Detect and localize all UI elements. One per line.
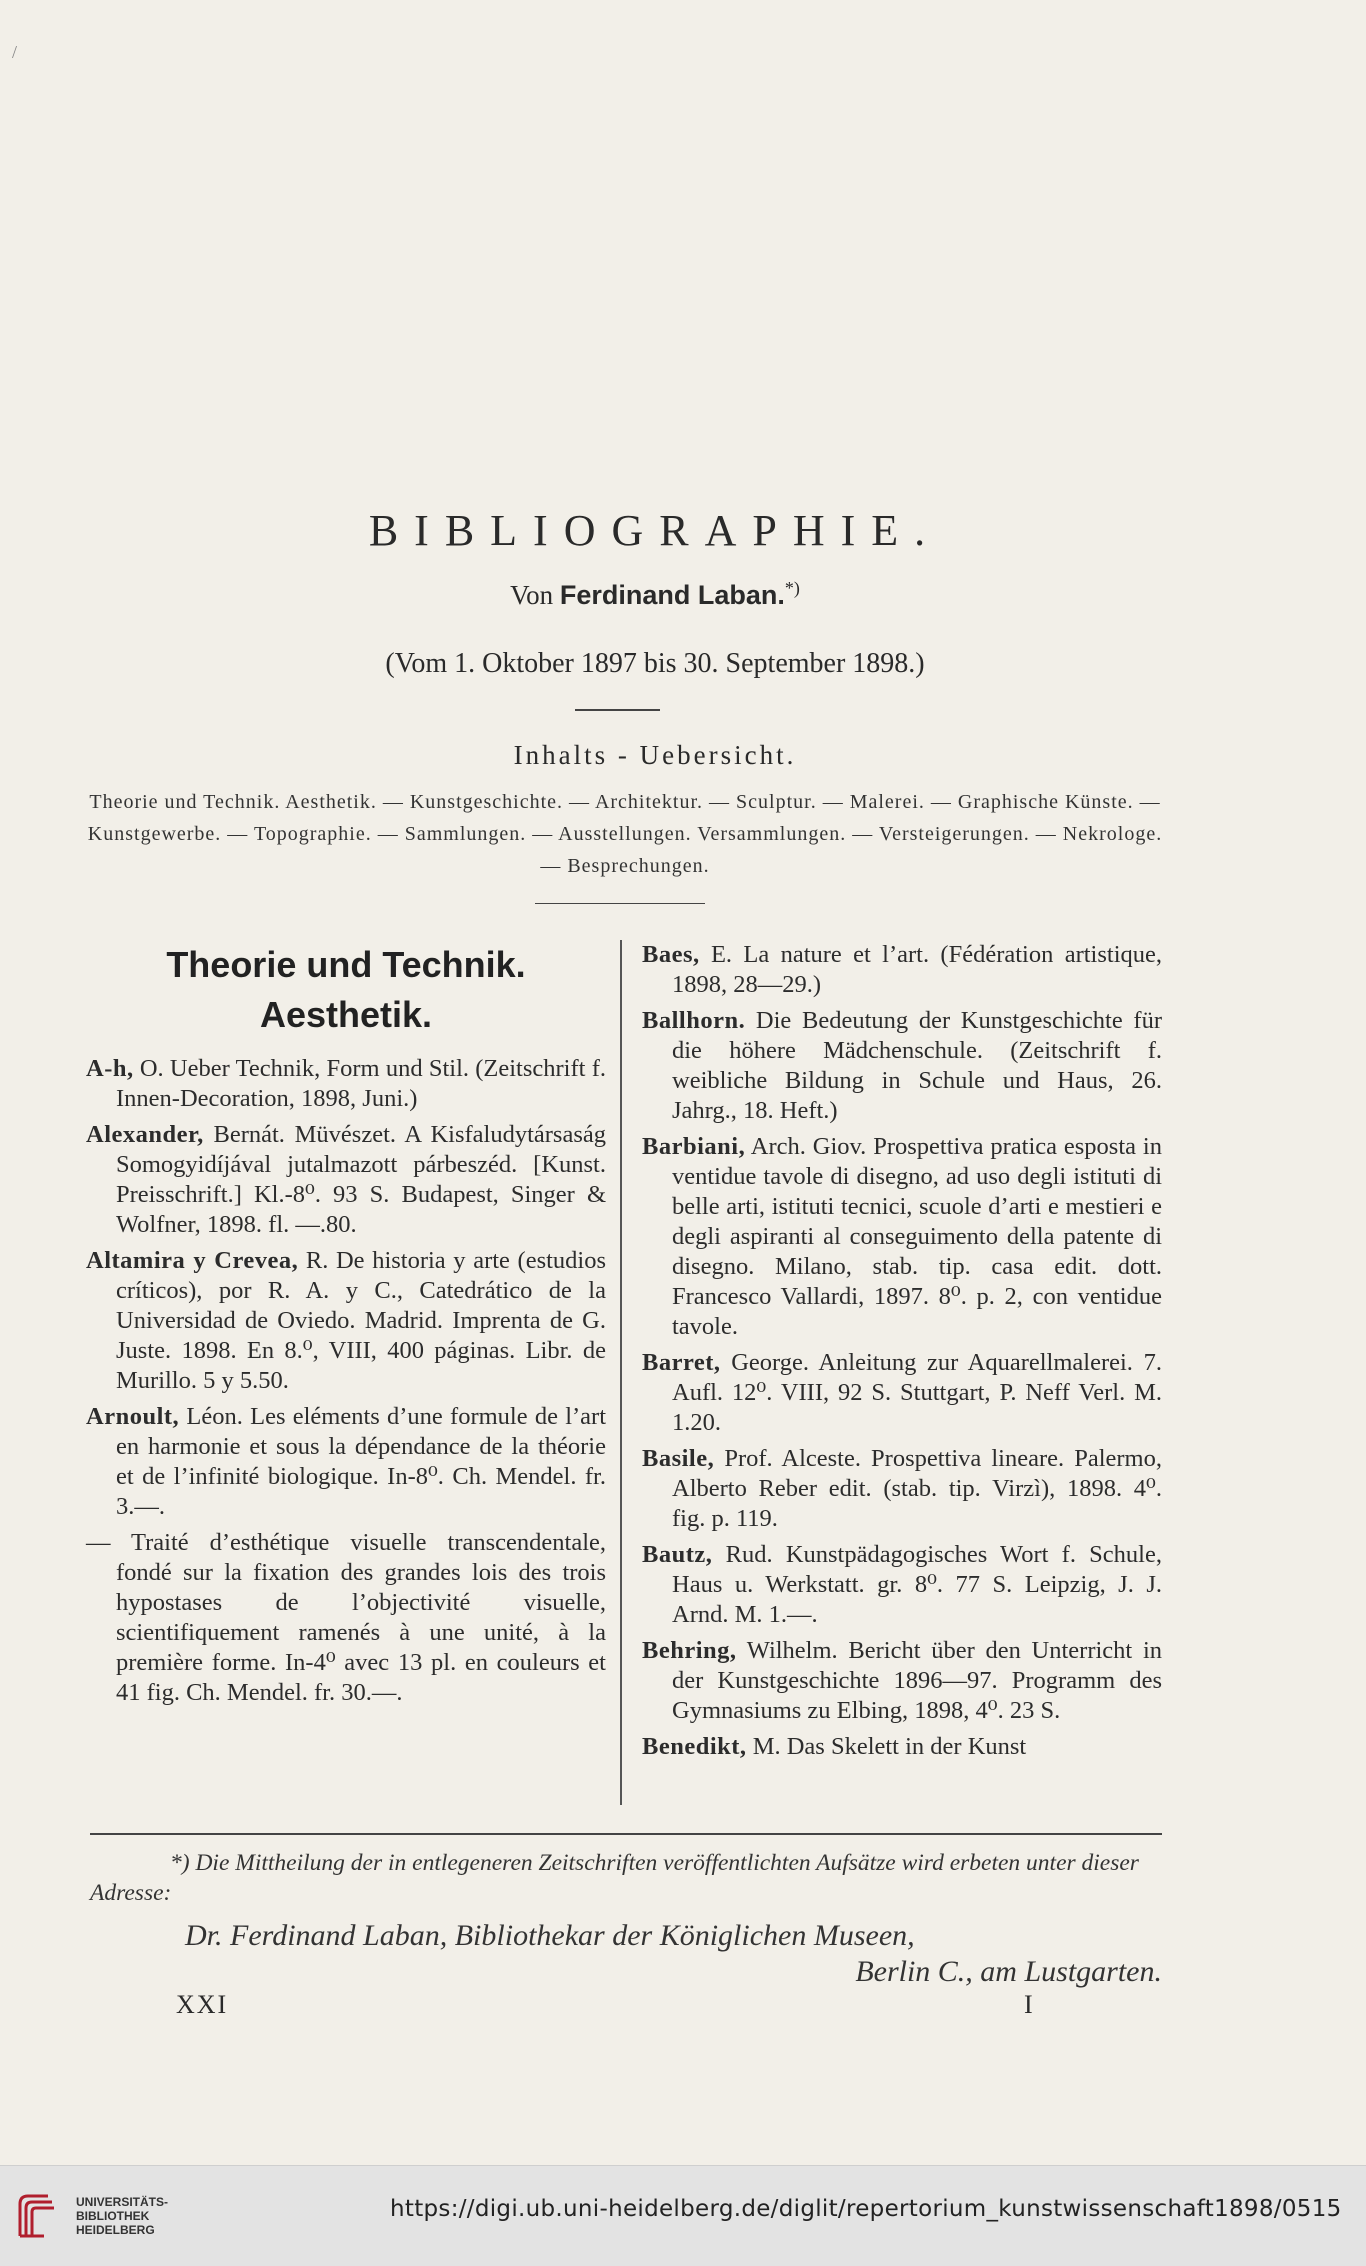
- toc-text: Theorie und Technik. Aesthetik. — Kunstgeschichte. — Architektur. — Sculptur. — Malerei. — Graphische Künste. — Kunstgewerbe. — Topographie. — Sammlungen. — Ausstellungen. Versammlungen. — Versteigerungen. — Nekrologe. — Besprechungen.: [87, 791, 1163, 877]
- bibliography-entry: [642, 1444, 1162, 1534]
- entry-author: Ballhorn.: [642, 1007, 746, 1034]
- author-prefix: Von: [510, 580, 554, 610]
- entry-text: Prof. Alceste. Prospettiva lineare. Palermo, Alberto Reber edit. (stab. tip. Virzì), 1898. 4⁰. fig. p. 119.: [672, 1445, 1162, 1532]
- entry-text: O. Ueber Technik, Form und Stil. (Zeitschrift f. Innen-Decoration, 1898, Juni.): [116, 1055, 606, 1112]
- bibliography-entry: [642, 1636, 1162, 1726]
- institution-line3: HEIDELBERG: [76, 2223, 155, 2237]
- entry-author: Arnoult,: [86, 1403, 180, 1430]
- permalink-url[interactable]: https://digi.ub.uni-heidelberg.de/diglit/repertorium_kunstwissenschaft1898/0515: [390, 2196, 1342, 2222]
- entry-author: Altamira y Crevea,: [86, 1247, 299, 1274]
- bibliography-entry: [642, 1132, 1162, 1342]
- section-heading: [86, 940, 606, 1040]
- right-column: [642, 940, 1162, 1768]
- bibliography-entry: [642, 1006, 1162, 1126]
- entry-text: Die Bedeutung der Kunstgeschichte für die höhere Mädchenschule. (Zeitschrift f. weibliche Bildung in Schule und Haus, 26. Jahrg., 18. Heft.): [672, 1007, 1162, 1124]
- institution-line1: UNIVERSITÄTS-: [76, 2195, 169, 2209]
- entry-text: E. La nature et l’art. (Fédération artistique, 1898, 28—29.): [672, 941, 1162, 998]
- address-line1: Dr. Ferdinand Laban, Bibliothekar der Königlichen Museen,: [185, 1919, 915, 1952]
- entry-text: Arch. Giov. Prospettiva pratica esposta in ventidue tavole di disegno, ad uso degli istituti di belle arti, istituti tecnici, scuole d’arti e mestieri e degli aspiranti al conseguimento della patente di disegno. Milano, stab. tip. casa edit. dott. Francesco Vallardi, 1897. 8⁰. p. 2, con ventidue tavole.: [672, 1133, 1162, 1340]
- left-entry-list: [86, 1054, 606, 1708]
- bibliography-entry: [642, 940, 1162, 1000]
- entry-text: Léon. Les eléments d’une formule de l’art en harmonie et sous la dépendance de la théorie et de l’infinité biologique. In-8⁰. Ch. Mendel. fr. 3.—.: [116, 1403, 606, 1520]
- bibliography-entry: [642, 1348, 1162, 1438]
- entry-author: Benedikt,: [642, 1733, 747, 1760]
- signature-right: I: [1024, 1990, 1033, 2019]
- author-line: [80, 578, 1230, 611]
- footnote-divider: [90, 1833, 1162, 1835]
- entry-text: Wilhelm. Bericht über den Unterricht in der Kunstgeschichte 1896—97. Programm des Gymnasiums zu Elbing, 1898, 4⁰. 23 S.: [672, 1637, 1162, 1724]
- entry-author: Behring,: [642, 1637, 737, 1664]
- entry-text: R. De historia y arte (estudios críticos), por R. A. y C., Catedrático de la Universidad de Oviedo. Madrid. Imprenta de G. Juste. 1898. En 8.⁰, VIII, 400 páginas. Libr. de Murillo. 5 y 5.50.: [116, 1247, 607, 1394]
- entry-author: Alexander,: [86, 1121, 204, 1148]
- page-title: BIBLIOGRAPHIE.: [368, 506, 942, 555]
- entry-author: Bautz,: [642, 1541, 713, 1568]
- column-divider: [620, 940, 622, 1805]
- section-heading-line2: Aesthetik.: [259, 994, 433, 1035]
- entry-text: Rud. Kunstpädagogisches Wort f. Schule, Haus u. Werkstatt. gr. 8⁰. 77 S. Leipzig, J. J. Arnd. M. 1.—.: [672, 1541, 1162, 1628]
- bibliography-entry: [642, 1540, 1162, 1630]
- entry-author: Barret,: [642, 1349, 721, 1376]
- corner-mark: /: [12, 42, 18, 62]
- period-line: (Vom 1. Oktober 1897 bis 30. September 1898.): [385, 648, 925, 679]
- entry-author: Baes,: [642, 941, 700, 968]
- bibliography-entry: [642, 1732, 1162, 1762]
- entry-author: Basile,: [642, 1445, 715, 1472]
- footnote-marker: *): [784, 578, 800, 598]
- bibliography-entry: [86, 1054, 606, 1114]
- bibliography-entry: [86, 1402, 606, 1522]
- left-column: [86, 940, 606, 1714]
- entry-text: M. Das Skelett in der Kunst: [746, 1733, 1027, 1760]
- signature-left: XXI: [176, 1990, 229, 2019]
- entry-author: Barbiani,: [642, 1133, 746, 1160]
- entry-text: Bernát. Müvészet. A Kisfaludytársaság Somogyidíjával jutalmazott párbeszéd. [Kunst. Preisschrift.] Kl.-8⁰. 93 S. Budapest, Singer & Wolfner, 1898. fl. —.80.: [116, 1121, 606, 1238]
- title-divider: [575, 709, 660, 711]
- toc-divider: [535, 903, 705, 904]
- library-logo-icon[interactable]: [14, 2190, 58, 2242]
- section-heading-line1: Theorie und Technik.: [166, 944, 526, 985]
- institution-line2: BIBLIOTHEK: [76, 2209, 150, 2223]
- toc-heading: Inhalts - Uebersicht.: [513, 740, 797, 770]
- institution-name: [76, 2195, 168, 2237]
- entry-text: — Traité d’esthétique visuelle transcendentale, fondé sur la fixation des grandes lois des trois hypostases de l’objectivité visuelle, scientifiquement ramenés à une unité, à la première forme. In-4⁰ avec 13 pl. en couleurs et 41 fig. Ch. Mendel. fr. 30.—.: [86, 1529, 606, 1706]
- right-entry-list: [642, 940, 1162, 1762]
- bibliography-entry: [86, 1120, 606, 1240]
- entry-author: A-h,: [86, 1055, 134, 1082]
- footnote-address: [90, 1918, 1162, 1990]
- author-name: Ferdinand Laban.: [559, 580, 785, 610]
- bibliography-entry: [86, 1528, 606, 1708]
- footnote-text: *) Die Mittheilung der in entlegeneren Zeitschriften veröffentlichten Aufsätze wird erbeten unter dieser Adresse:: [90, 1850, 1139, 1906]
- bibliography-entry: [86, 1246, 606, 1396]
- entry-text: George. Anleitung zur Aquarellmalerei. 7. Aufl. 12⁰. VIII, 92 S. Stuttgart, P. Neff Verl. M. 1.20.: [672, 1349, 1162, 1436]
- address-line2: Berlin C., am Lustgarten.: [855, 1955, 1162, 1988]
